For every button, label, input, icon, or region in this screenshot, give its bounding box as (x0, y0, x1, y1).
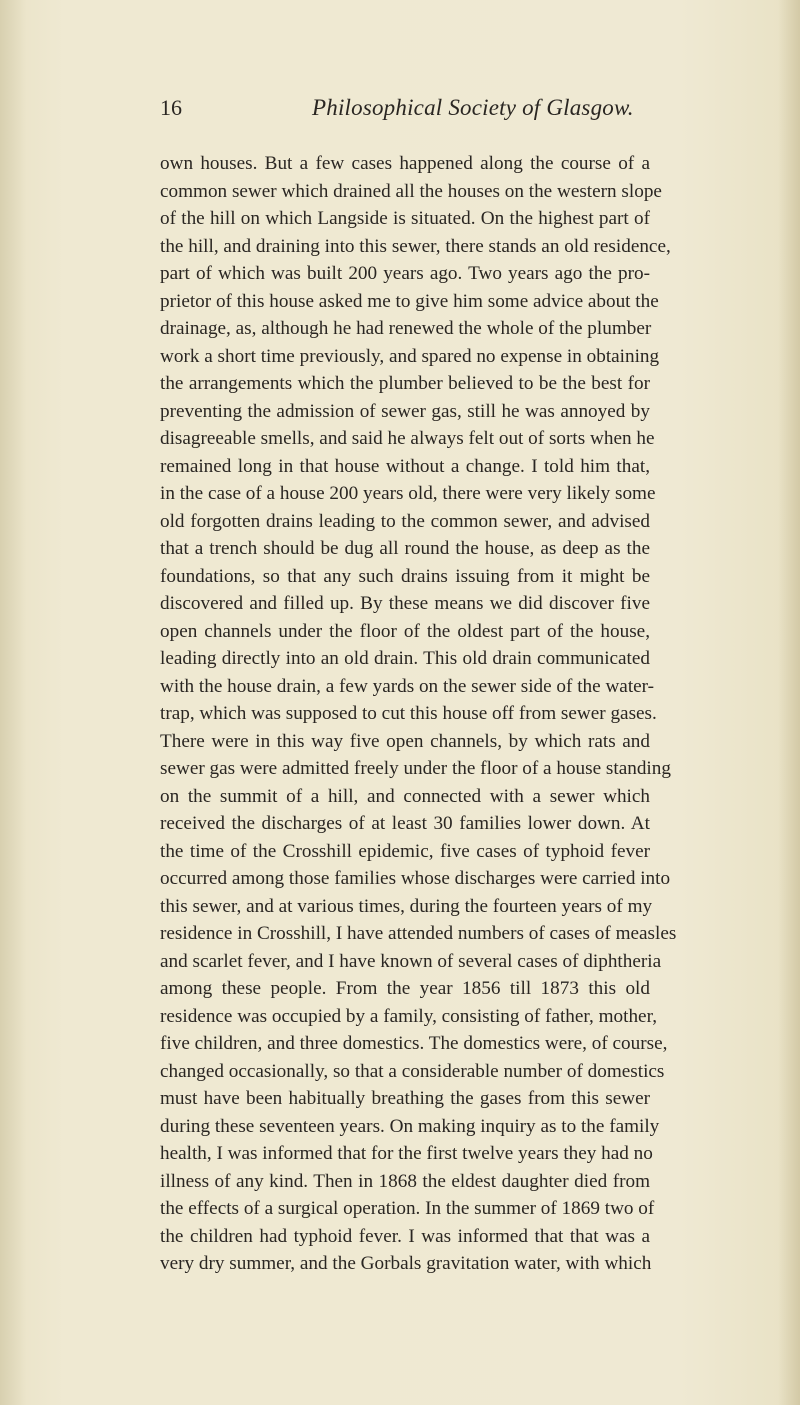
text-line: the children had typhoid fever. I was informed that that was a (160, 1225, 650, 1247)
text-line: work a short time previously, and spared no expense in obtaining (160, 345, 660, 367)
text-line: the arrangements which the plumber believed to be the best for (160, 373, 650, 394)
text-line: illness of any kind. Then in 1868 the eldest daughter died from (160, 1170, 650, 1192)
text-line: preventing the admission of sewer gas, still he was annoyed by (160, 400, 650, 422)
text-line: open channels under the floor of the oldest part of the house, (160, 620, 650, 642)
text-line: common sewer which drained all the houses on the western slope (160, 180, 662, 202)
text-line: leading directly into an old drain. This old drain communicated (160, 648, 650, 669)
text-line: very dry summer, and the Gorbals gravitation water, with which (160, 1253, 652, 1274)
text-line: occurred among those families whose discharges were carried into (160, 868, 671, 889)
text-line: the time of the Crosshill epidemic, five cases of typhoid fever (160, 840, 650, 862)
text-line: and scarlet fever, and I have known of several cases of diphtheria (160, 950, 662, 972)
page-edge-shadow (778, 0, 800, 1405)
page-number: 16 (160, 95, 182, 120)
text-line: with the house drain, a few yards on the sewer side of the water- (160, 675, 655, 697)
text-line: own houses. But a few cases happened along the course of a (160, 153, 650, 174)
text-line: changed occasionally, so that a considerable number of domestics (160, 1060, 665, 1082)
text-line: trap, which was supposed to cut this house off from sewer gases. (160, 703, 657, 724)
text-line: sewer gas were admitted freely under the floor of a house standing (160, 758, 671, 779)
running-title: Philosophical Society of Glasgow. (312, 95, 634, 120)
page-header (160, 95, 680, 131)
text-line: five children, and three domestics. The domestics were, of course, (160, 1033, 668, 1054)
text-line: part of which was built 200 years ago. Two years ago the pro- (160, 263, 650, 284)
text-line: residence in Crosshill, I have attended numbers of cases of measles (160, 923, 677, 944)
text-line: health, I was informed that for the first twelve years they had no (160, 1143, 653, 1164)
text-line: received the discharges of at least 30 families lower down. At (160, 813, 650, 834)
text-line: in the case of a house 200 years old, there were very likely some (160, 483, 656, 504)
gutter-shadow (0, 0, 26, 1405)
text-line: disagreeable smells, and said he always felt out of sorts when he (160, 428, 655, 449)
text-line: that a trench should be dug all round the house, as deep as the (160, 538, 650, 559)
body-text (160, 150, 677, 1278)
text-line: this sewer, and at various times, during the fourteen years of my (160, 895, 653, 917)
text-line: prietor of this house asked me to give him some advice about the (160, 290, 659, 312)
text-line: foundations, so that any such drains issuing from it might be (160, 565, 650, 587)
text-line: during these seventeen years. On making inquiry as to the family (160, 1115, 660, 1137)
text-line: must have been habitually breathing the gases from this sewer (160, 1088, 650, 1109)
text-line: among these people. From the year 1856 till 1873 this old (160, 978, 650, 999)
text-line: residence was occupied by a family, consisting of father, mother, (160, 1005, 657, 1027)
text-line: the effects of a surgical operation. In the summer of 1869 two of (160, 1198, 655, 1219)
text-line: There were in this way five open channels, by which rats and (160, 730, 650, 752)
text-line: on the summit of a hill, and connected with a sewer which (160, 785, 650, 807)
text-line: old forgotten drains leading to the common sewer, and advised (160, 510, 650, 532)
text-line: discovered and filled up. By these means we did discover five (160, 593, 650, 614)
text-line: remained long in that house without a change. I told him that, (160, 455, 650, 477)
text-line: of the hill on which Langside is situated. On the highest part of (160, 208, 650, 229)
text-line: the hill, and draining into this sewer, there stands an old residence, (160, 235, 671, 257)
text-line: drainage, as, although he had renewed the whole of the plumber (160, 318, 652, 339)
